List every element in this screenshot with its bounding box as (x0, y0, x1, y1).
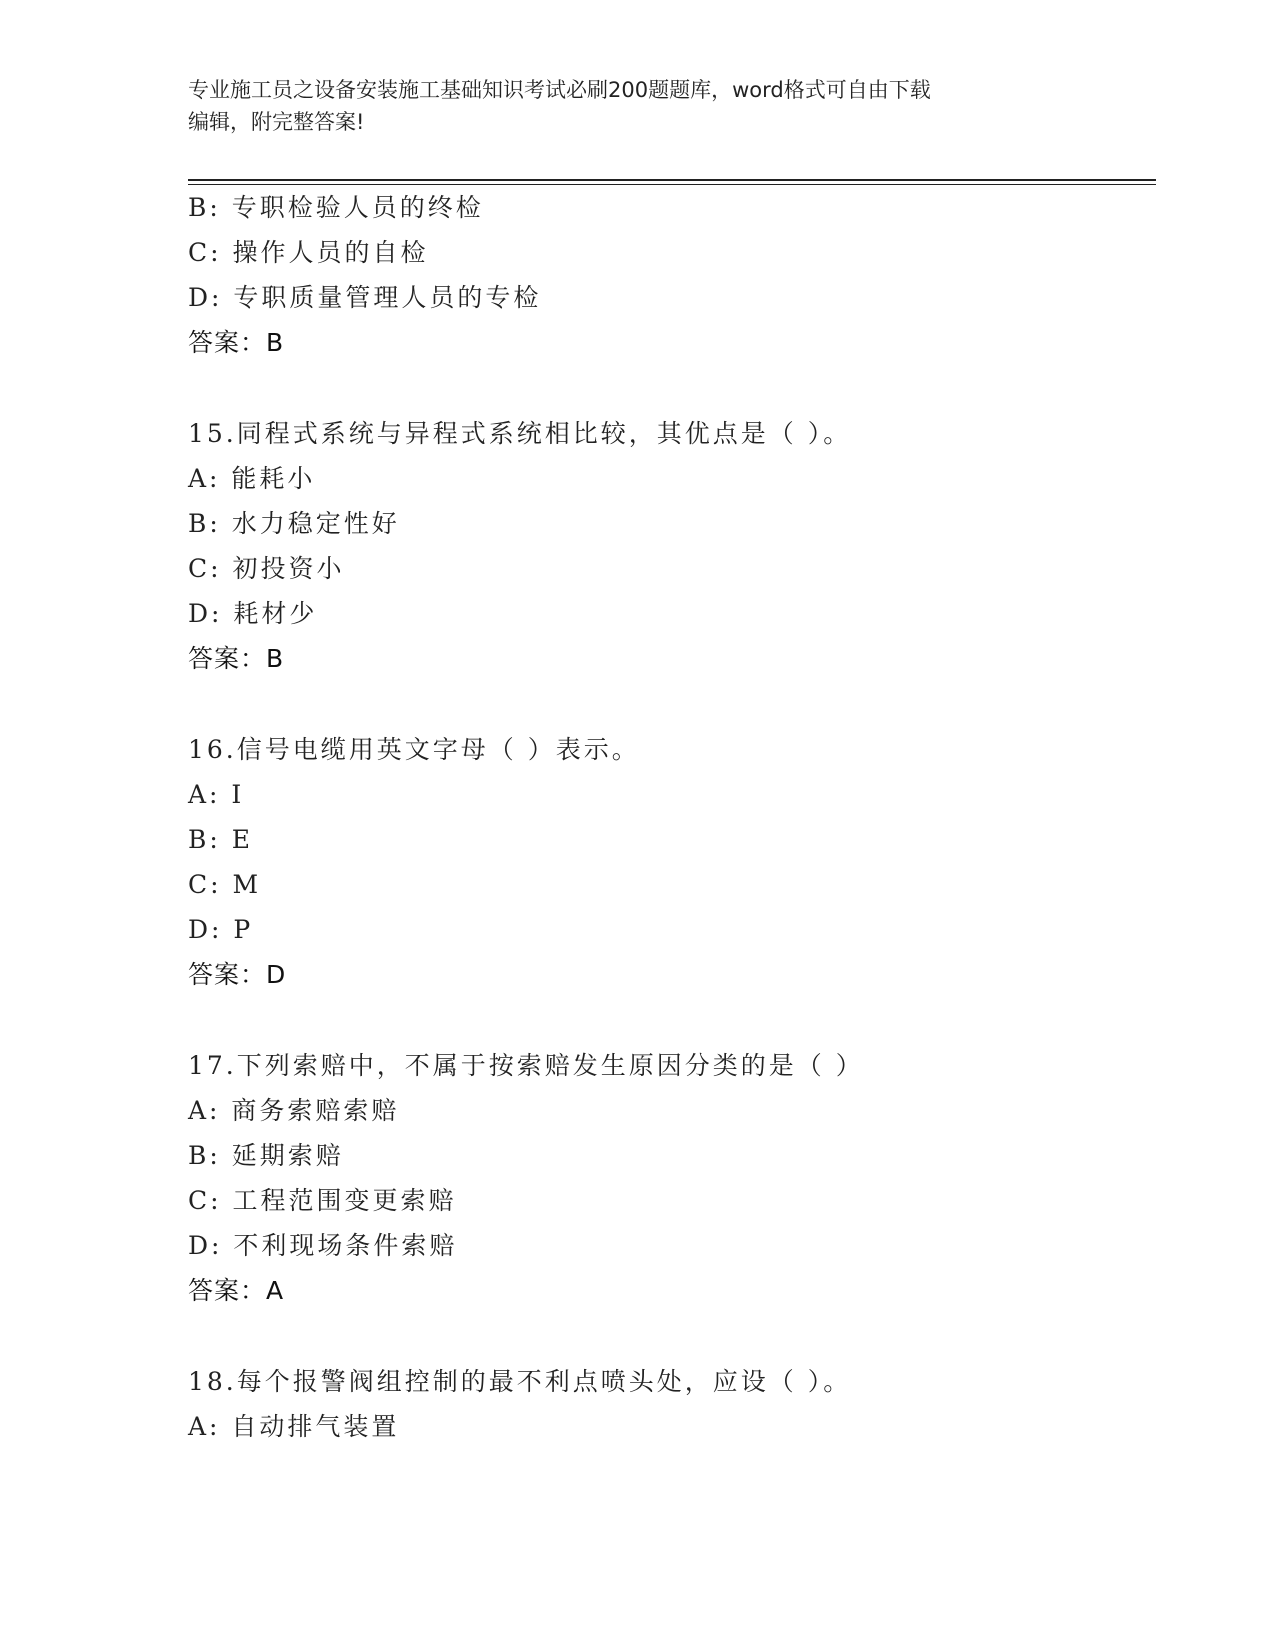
q14-option-b: B: 专职检验人员的终检 (188, 193, 484, 222)
q15-question: 15.同程式系统与异程式系统相比较，其优点是（ ）。 (188, 419, 852, 448)
q15-option-d: D: 耗材少 (188, 599, 318, 628)
q15-option-c: C: 初投资小 (188, 554, 345, 583)
q16-option-a: A: I (188, 780, 245, 809)
header-line-1: 专业施工员之设备安装施工基础知识考试必刷200题题库，word格式可自由下载 (188, 78, 931, 102)
q16-option-c: C: M (188, 870, 262, 899)
q15-answer: 答案：B (188, 644, 285, 673)
q16-option-d: D: P (188, 915, 254, 944)
q16-option-b: B: E (188, 825, 253, 854)
q16-answer: 答案：D (188, 960, 287, 989)
q17-option-a: A: 商务索赔索赔 (188, 1096, 400, 1125)
q15-option-b: B: 水力稳定性好 (188, 509, 400, 538)
q15-option-a: A: 能耗小 (188, 464, 316, 493)
header-rule-thin (188, 184, 1156, 185)
q14-option-d: D: 专职质量管理人员的专检 (188, 283, 542, 312)
document-header (188, 74, 1088, 138)
q18-option-a: A: 自动排气装置 (188, 1412, 400, 1441)
q17-option-b: B: 延期索赔 (188, 1141, 344, 1170)
header-line-2: 编辑，附完整答案! (188, 110, 365, 134)
q17-option-d: D: 不利现场条件索赔 (188, 1231, 458, 1260)
q16-question: 16.信号电缆用英文字母（ ）表示。 (188, 735, 640, 764)
q14-answer: 答案：B (188, 328, 285, 357)
q17-answer: 答案：A (188, 1276, 285, 1305)
q14-option-c: C: 操作人员的自检 (188, 238, 429, 267)
q17-question: 17.下列索赔中，不属于按索赔发生原因分类的是（ ） (188, 1051, 864, 1080)
q17-option-c: C: 工程范围变更索赔 (188, 1186, 457, 1215)
header-rule-thick (188, 179, 1156, 181)
q18-question: 18.每个报警阀组控制的最不利点喷头处，应设（ ）。 (188, 1367, 852, 1396)
